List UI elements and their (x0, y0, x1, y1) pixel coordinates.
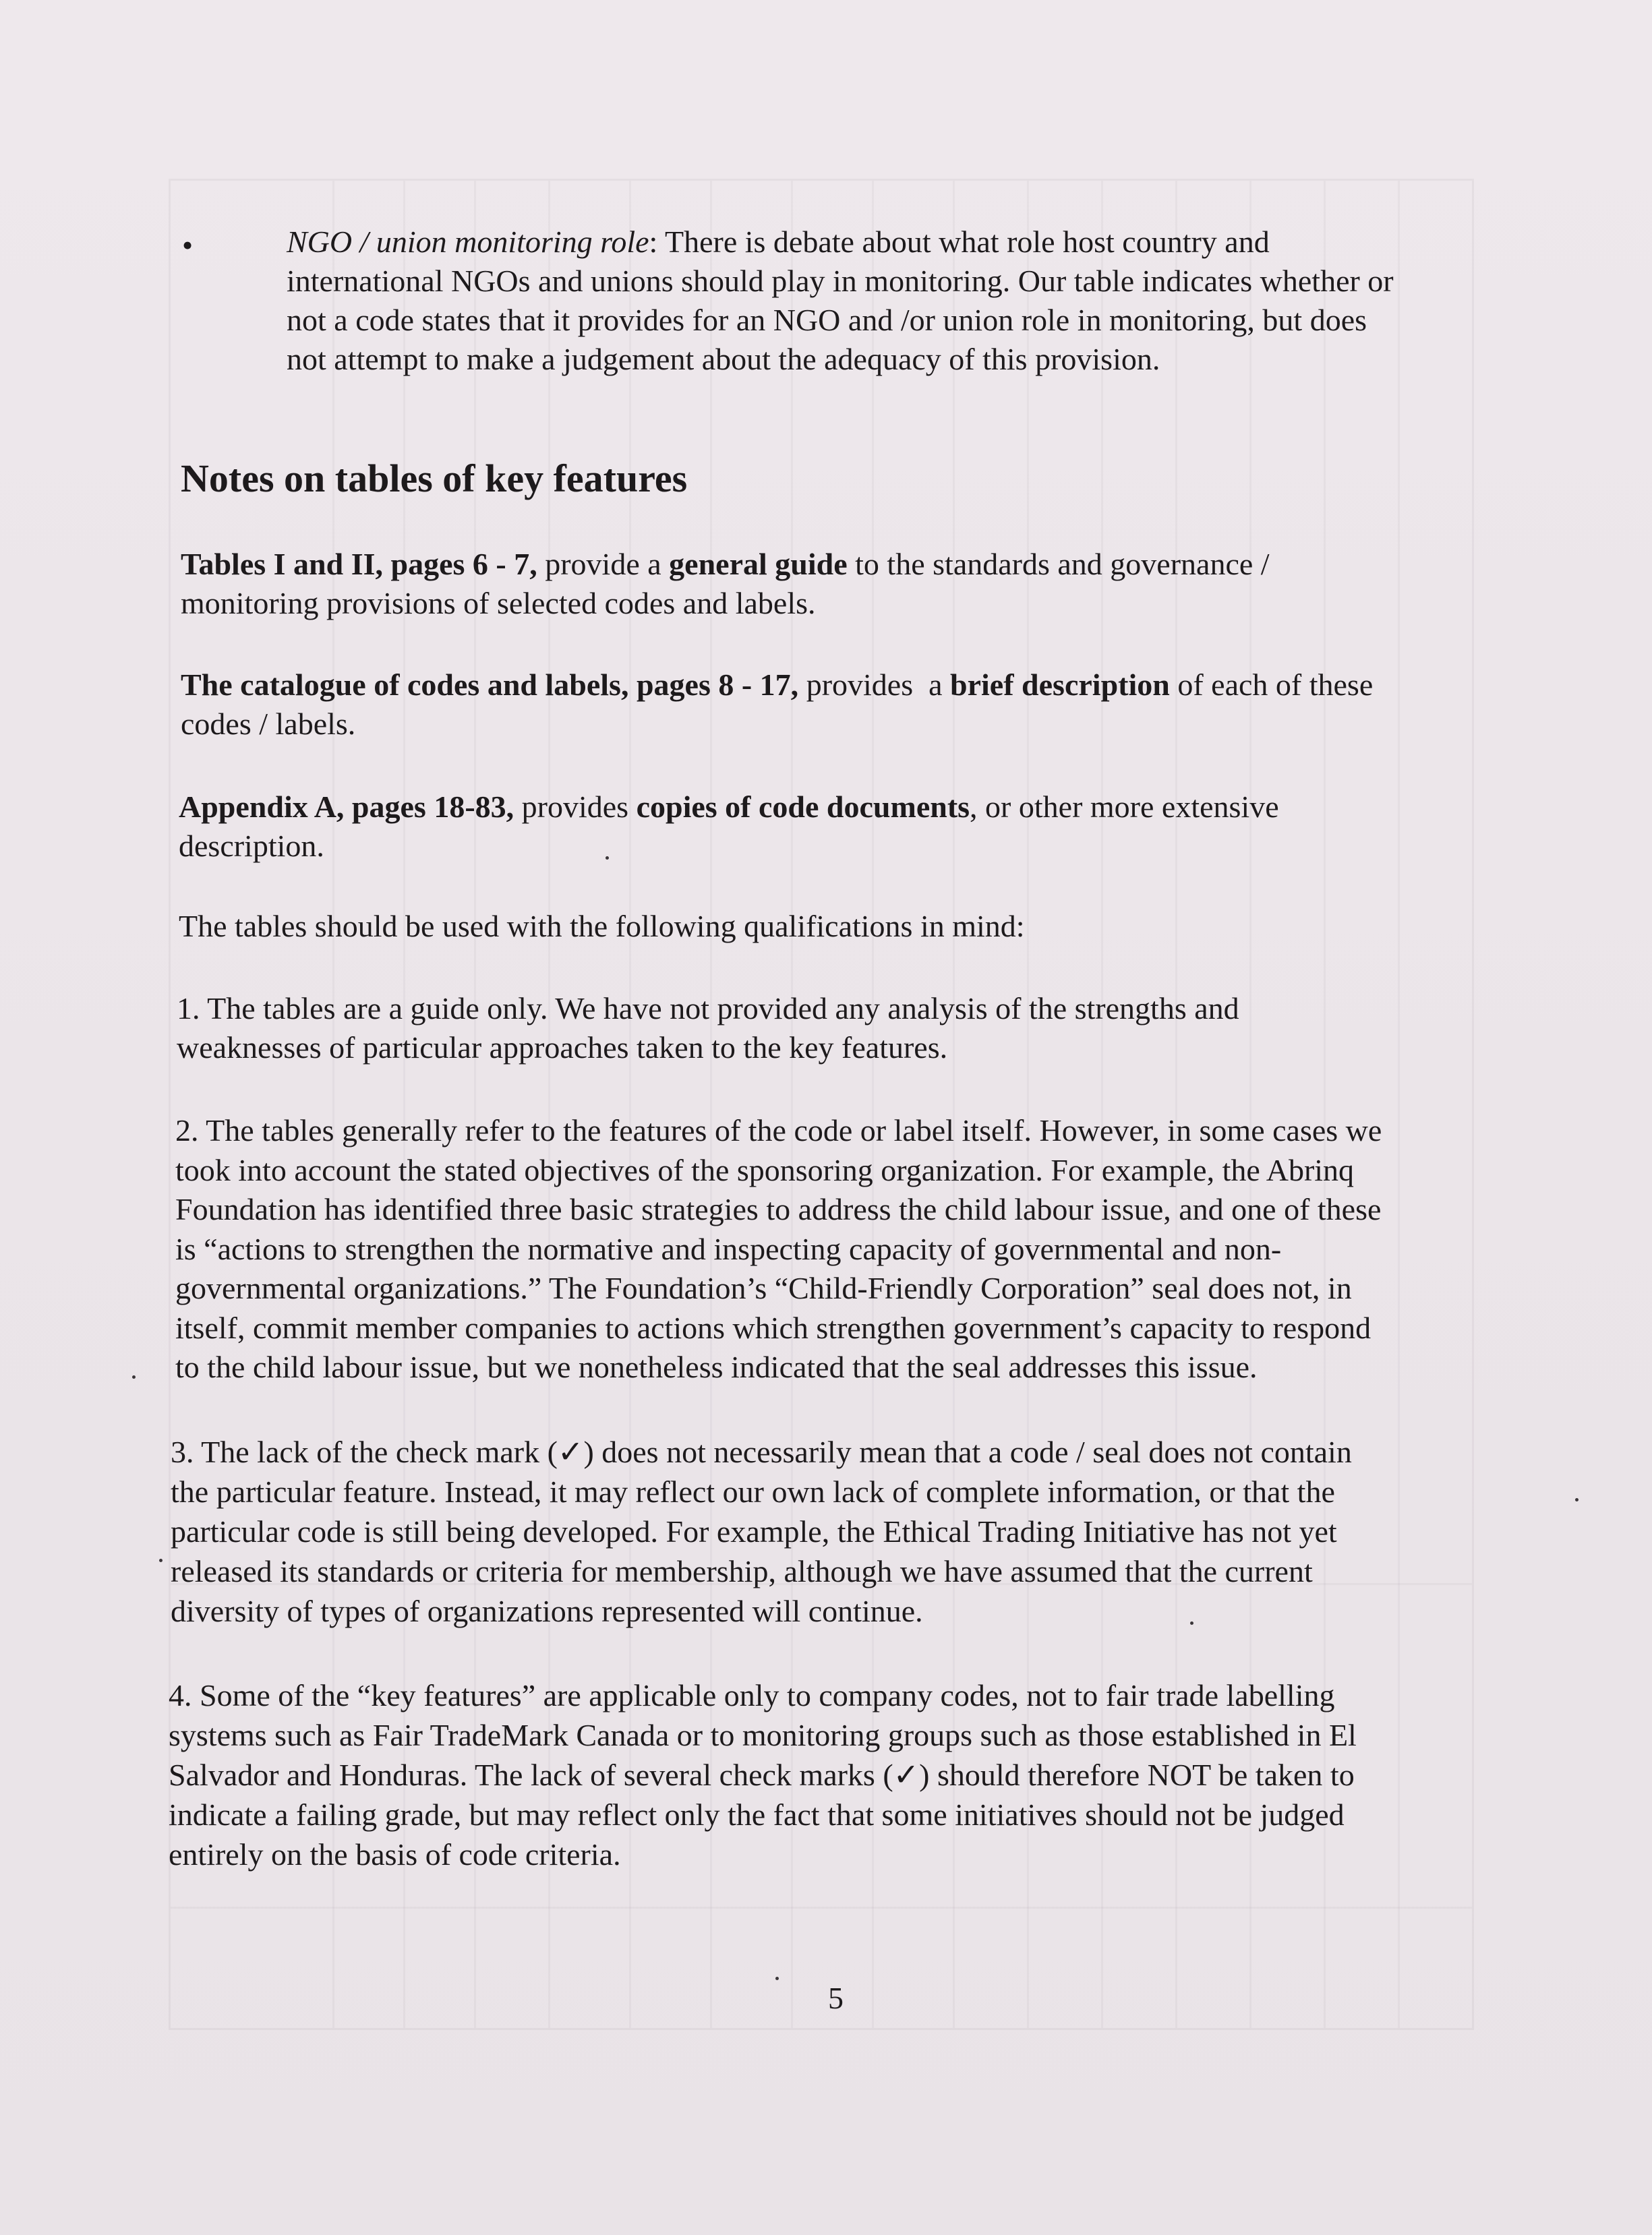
item-line: particular code is still being developed. For example, the Ethical Trading Initiative has not yet (171, 1514, 1337, 1549)
paragraph-appendix-bold-mid: copies of code documents (636, 789, 970, 824)
paper-speck (132, 1375, 136, 1379)
paper-speck (1190, 1621, 1193, 1625)
paragraph-appendix-line-2: description. (179, 829, 324, 863)
item-line: the particular feature. Instead, it may reflect our own lack of complete information, or that the (171, 1474, 1335, 1509)
paragraph-catalogue-text-b: of each of these (1169, 667, 1374, 702)
item-line: is “actions to strengthen the normative and inspecting capacity of governmental and non- (175, 1231, 1282, 1266)
paragraph-tables-line-1 (181, 545, 1270, 584)
paragraph-appendix-line-1 (179, 787, 1279, 827)
item-line: diversity of types of organizations represented will continue. (171, 1594, 923, 1628)
bullet-line-2: international NGOs and unions should play in monitoring. Our table indicates whether or (287, 264, 1394, 298)
item-line: 4. Some of the “key features” are applicable only to company codes, not to fair trade labelling (169, 1678, 1335, 1712)
paragraph-catalogue-bold-lead: The catalogue of codes and labels, pages 8 - 17, (181, 667, 799, 702)
item-line: systems such as Fair TradeMark Canada or to monitoring groups such as those established in El (169, 1718, 1357, 1752)
section-heading: Notes on tables of key features (181, 456, 688, 500)
paragraph-catalogue-line-2: codes / labels. (181, 707, 356, 741)
paper-speck (1575, 1498, 1579, 1501)
item-line: governmental organizations.” The Foundation’s “Child-Friendly Corporation” seal does not, in (175, 1271, 1352, 1305)
qualification-item-1 (177, 989, 1239, 1067)
item-line: to the child labour issue, but we nonetheless indicated that the seal addresses this issue. (175, 1350, 1258, 1384)
qualifications-intro (179, 907, 1025, 946)
page-number: 5 (828, 1981, 844, 2015)
bullet-line-3: not a code states that it provides for an NGO and /or union role in monitoring, but does (287, 303, 1367, 337)
item-line: 1. The tables are a guide only. We have not provided any analysis of the strengths and (177, 991, 1239, 1025)
paragraph-tables-text-b: to the standards and governance / (847, 547, 1270, 581)
paragraph-appendix-text-a: provides (514, 789, 637, 824)
paragraph-tables-bold-lead: Tables I and II, pages 6 - 7, (181, 547, 537, 581)
bullet-italic-label: NGO / union monitoring role (287, 225, 649, 259)
item-line: indicate a failing grade, but may reflect only the fact that some initiatives should not be judged (169, 1797, 1345, 1832)
paper-speck (159, 1559, 163, 1562)
item-line: weaknesses of particular approaches taken to the key features. (177, 1030, 948, 1065)
paragraph-tables-text-a: provide a (537, 547, 670, 581)
paragraph-appendix (179, 787, 1279, 866)
paragraph-catalogue-text-a: provides a (798, 667, 951, 702)
qualification-item-3 (171, 1432, 1352, 1631)
qualifications-intro-text: The tables should be used with the following qualifications in mind: (179, 909, 1025, 943)
paper-speck (775, 1977, 779, 1980)
paragraph-appendix-bold-lead: Appendix A, pages 18-83, (179, 789, 514, 824)
item-line: released its standards or criteria for membership, although we have assumed that the current (171, 1554, 1313, 1588)
bullet-line-1 (287, 222, 1394, 262)
paragraph-appendix-text-b: , or other more extensive (970, 789, 1279, 824)
paragraph-tables-bold-mid: general guide (669, 547, 848, 581)
item-line: 2. The tables generally refer to the features of the code or label itself. However, in some cases we (175, 1113, 1382, 1148)
paragraph-catalogue (181, 665, 1373, 744)
item-line: 3. The lack of the check mark (✓) does not necessarily mean that a code / seal does not contain (171, 1435, 1352, 1469)
item-line: Foundation has identified three basic strategies to address the child labour issue, and one of these (175, 1192, 1382, 1226)
paragraph-tables-line-2: monitoring provisions of selected codes and labels. (181, 586, 816, 620)
item-line: took into account the stated objectives of the sponsoring organization. For example, the Abrinq (175, 1152, 1355, 1187)
bullet-marker: • (182, 228, 194, 262)
item-line: itself, commit member companies to actions which strengthen government’s capacity to respond (175, 1310, 1371, 1345)
paper-speck (606, 856, 609, 860)
item-line: Salvador and Honduras. The lack of several check marks (✓) should therefore NOT be taken to (169, 1758, 1355, 1792)
bullet-paragraph (287, 222, 1394, 379)
paragraph-tables (181, 545, 1270, 623)
bullet-line-4: not attempt to make a judgement about the adequacy of this provision. (287, 342, 1160, 376)
bullet-line-1-text: : There is debate about what role host country and (649, 225, 1270, 259)
item-line: entirely on the basis of code criteria. (169, 1837, 621, 1872)
paragraph-catalogue-line-1 (181, 665, 1373, 705)
paragraph-catalogue-bold-mid: brief description (950, 667, 1170, 702)
qualification-item-2 (175, 1111, 1382, 1388)
qualification-item-4 (169, 1675, 1357, 1874)
